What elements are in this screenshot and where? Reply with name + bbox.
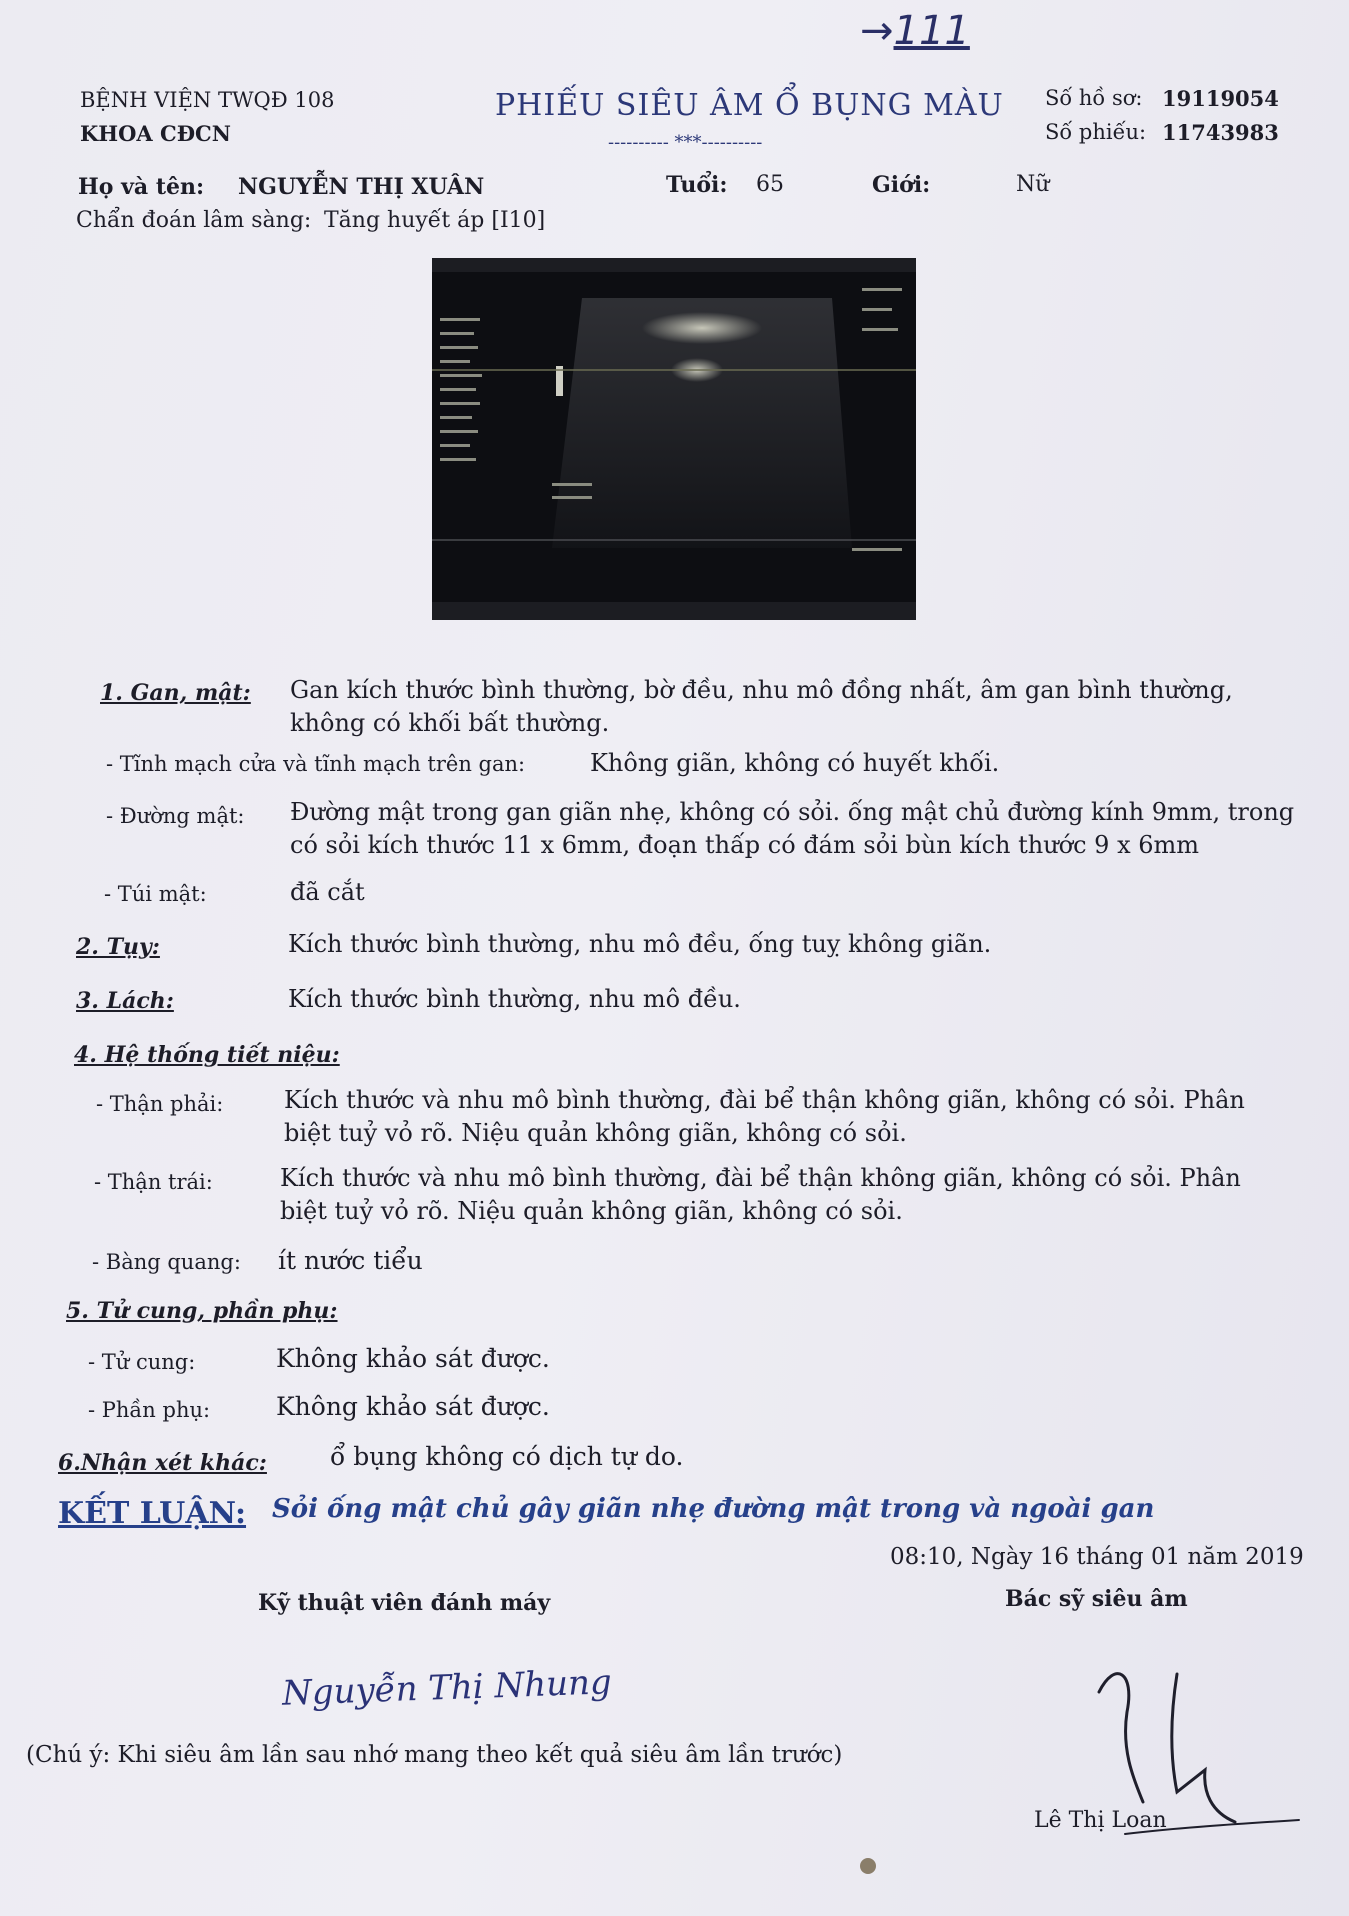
title-ornament: ---------- ***----------: [608, 132, 763, 153]
patient-sex: Nữ: [1016, 172, 1050, 197]
right-kidney-text: Kích thước và nhu mô bình thường, đài bể thận không giãn, không có sỏi. Phân biệt tuỷ vỏ rõ. Niệu quản không giãn, không có sỏi.: [284, 1086, 1245, 1147]
left-kidney-label: - Thận trái:: [94, 1170, 213, 1194]
age-label: Tuổi:: [666, 172, 728, 198]
section-pancreas-title: 2. Tụy:: [76, 934, 160, 960]
section-urinary-title: 4. Hệ thống tiết niệu:: [74, 1042, 340, 1068]
report-datetime: 08:10, Ngày 16 tháng 01 năm 2019: [890, 1544, 1304, 1570]
technician-signature: Nguyễn Thị Nhung: [281, 1662, 613, 1714]
section-other-title: 6.Nhận xét khác:: [58, 1450, 267, 1476]
section-liver-title: 1. Gan, mật:: [100, 680, 251, 706]
form-number: 11743983: [1162, 120, 1279, 145]
conclusion-text: Sỏi ống mật chủ gây giãn nhẹ đường mật trong và ngoài gan: [272, 1494, 1155, 1524]
form-label: Số phiếu:: [1045, 120, 1147, 144]
technician-note: (Chú ý: Khi siêu âm lần sau nhớ mang theo kết quả siêu âm lần trước): [26, 1742, 843, 1768]
paper-dot: [860, 1858, 876, 1874]
adnexa-text: Không khảo sát được.: [276, 1392, 550, 1421]
handwritten-number: 111: [893, 8, 970, 54]
doctor-label: Bác sỹ siêu âm: [1005, 1586, 1188, 1612]
bile-duct-label: - Đường mật:: [106, 804, 245, 828]
section-other-text: ổ bụng không có dịch tự do.: [330, 1442, 684, 1471]
report-title: PHIẾU SIÊU ÂM Ổ BỤNG MÀU: [495, 88, 1004, 123]
handwritten-mark: [860, 8, 970, 54]
patient-name: NGUYỄN THỊ XUÂN: [238, 174, 485, 200]
bladder-label: - Bàng quang:: [92, 1250, 241, 1274]
portal-vein-label: - Tĩnh mạch cửa và tĩnh mạch trên gan:: [106, 752, 526, 776]
portal-vein-text: Không giãn, không có huyết khối.: [590, 749, 1000, 777]
gallbladder-label: - Túi mật:: [104, 882, 207, 906]
section-spleen-title: 3. Lách:: [76, 988, 174, 1014]
department-name: KHOA CĐCN: [80, 121, 231, 146]
bladder-text: ít nước tiểu: [278, 1246, 423, 1275]
technician-label: Kỹ thuật viên đánh máy: [258, 1590, 551, 1616]
ultrasound-image: [432, 258, 916, 620]
hospital-name: BỆNH VIỆN TWQĐ 108: [80, 88, 335, 112]
uterus-text: Không khảo sát được.: [276, 1344, 550, 1373]
section-spleen-text: Kích thước bình thường, nhu mô đều.: [288, 985, 741, 1013]
sex-label: Giới:: [872, 172, 931, 198]
doctor-name: Lê Thị Loan: [1034, 1808, 1167, 1833]
ultrasound-graphic: [432, 258, 916, 620]
section-uterus-title: 5. Tử cung, phần phụ:: [66, 1298, 338, 1324]
record-number: 19119054: [1162, 86, 1279, 111]
conclusion-label: KẾT LUẬN:: [58, 1496, 247, 1531]
left-kidney-text: Kích thước và nhu mô bình thường, đài bể thận không giãn, không có sỏi. Phân biệt tuỷ vỏ rõ. Niệu quản không giãn, không có sỏi.: [280, 1164, 1241, 1225]
right-kidney-label: - Thận phải:: [96, 1092, 224, 1116]
diagnosis-value: Tăng huyết áp [I10]: [324, 208, 546, 233]
uterus-label: - Tử cung:: [88, 1350, 196, 1374]
bile-duct-text: Đường mật trong gan giãn nhẹ, không có sỏi. ống mật chủ đường kính 9mm, trong có sỏi kích thước 11 x 6mm, đoạn thấp có đám sỏi bùn kích thước 9 x 6mm: [290, 798, 1295, 859]
handwritten-arrow-icon: →: [860, 8, 894, 54]
gallbladder-text: đã cắt: [290, 878, 365, 906]
record-label: Số hồ sơ:: [1045, 86, 1143, 110]
patient-age: 65: [756, 172, 784, 197]
section-liver-text: Gan kích thước bình thường, bờ đều, nhu mô đồng nhất, âm gan bình thường, không có khối bất thường.: [290, 676, 1233, 737]
section-pancreas-text: Kích thước bình thường, nhu mô đều, ống tuỵ không giãn.: [288, 930, 992, 958]
adnexa-label: - Phần phụ:: [88, 1398, 211, 1422]
diagnosis-label: Chẩn đoán lâm sàng:: [76, 208, 312, 233]
name-label: Họ và tên:: [78, 174, 205, 200]
